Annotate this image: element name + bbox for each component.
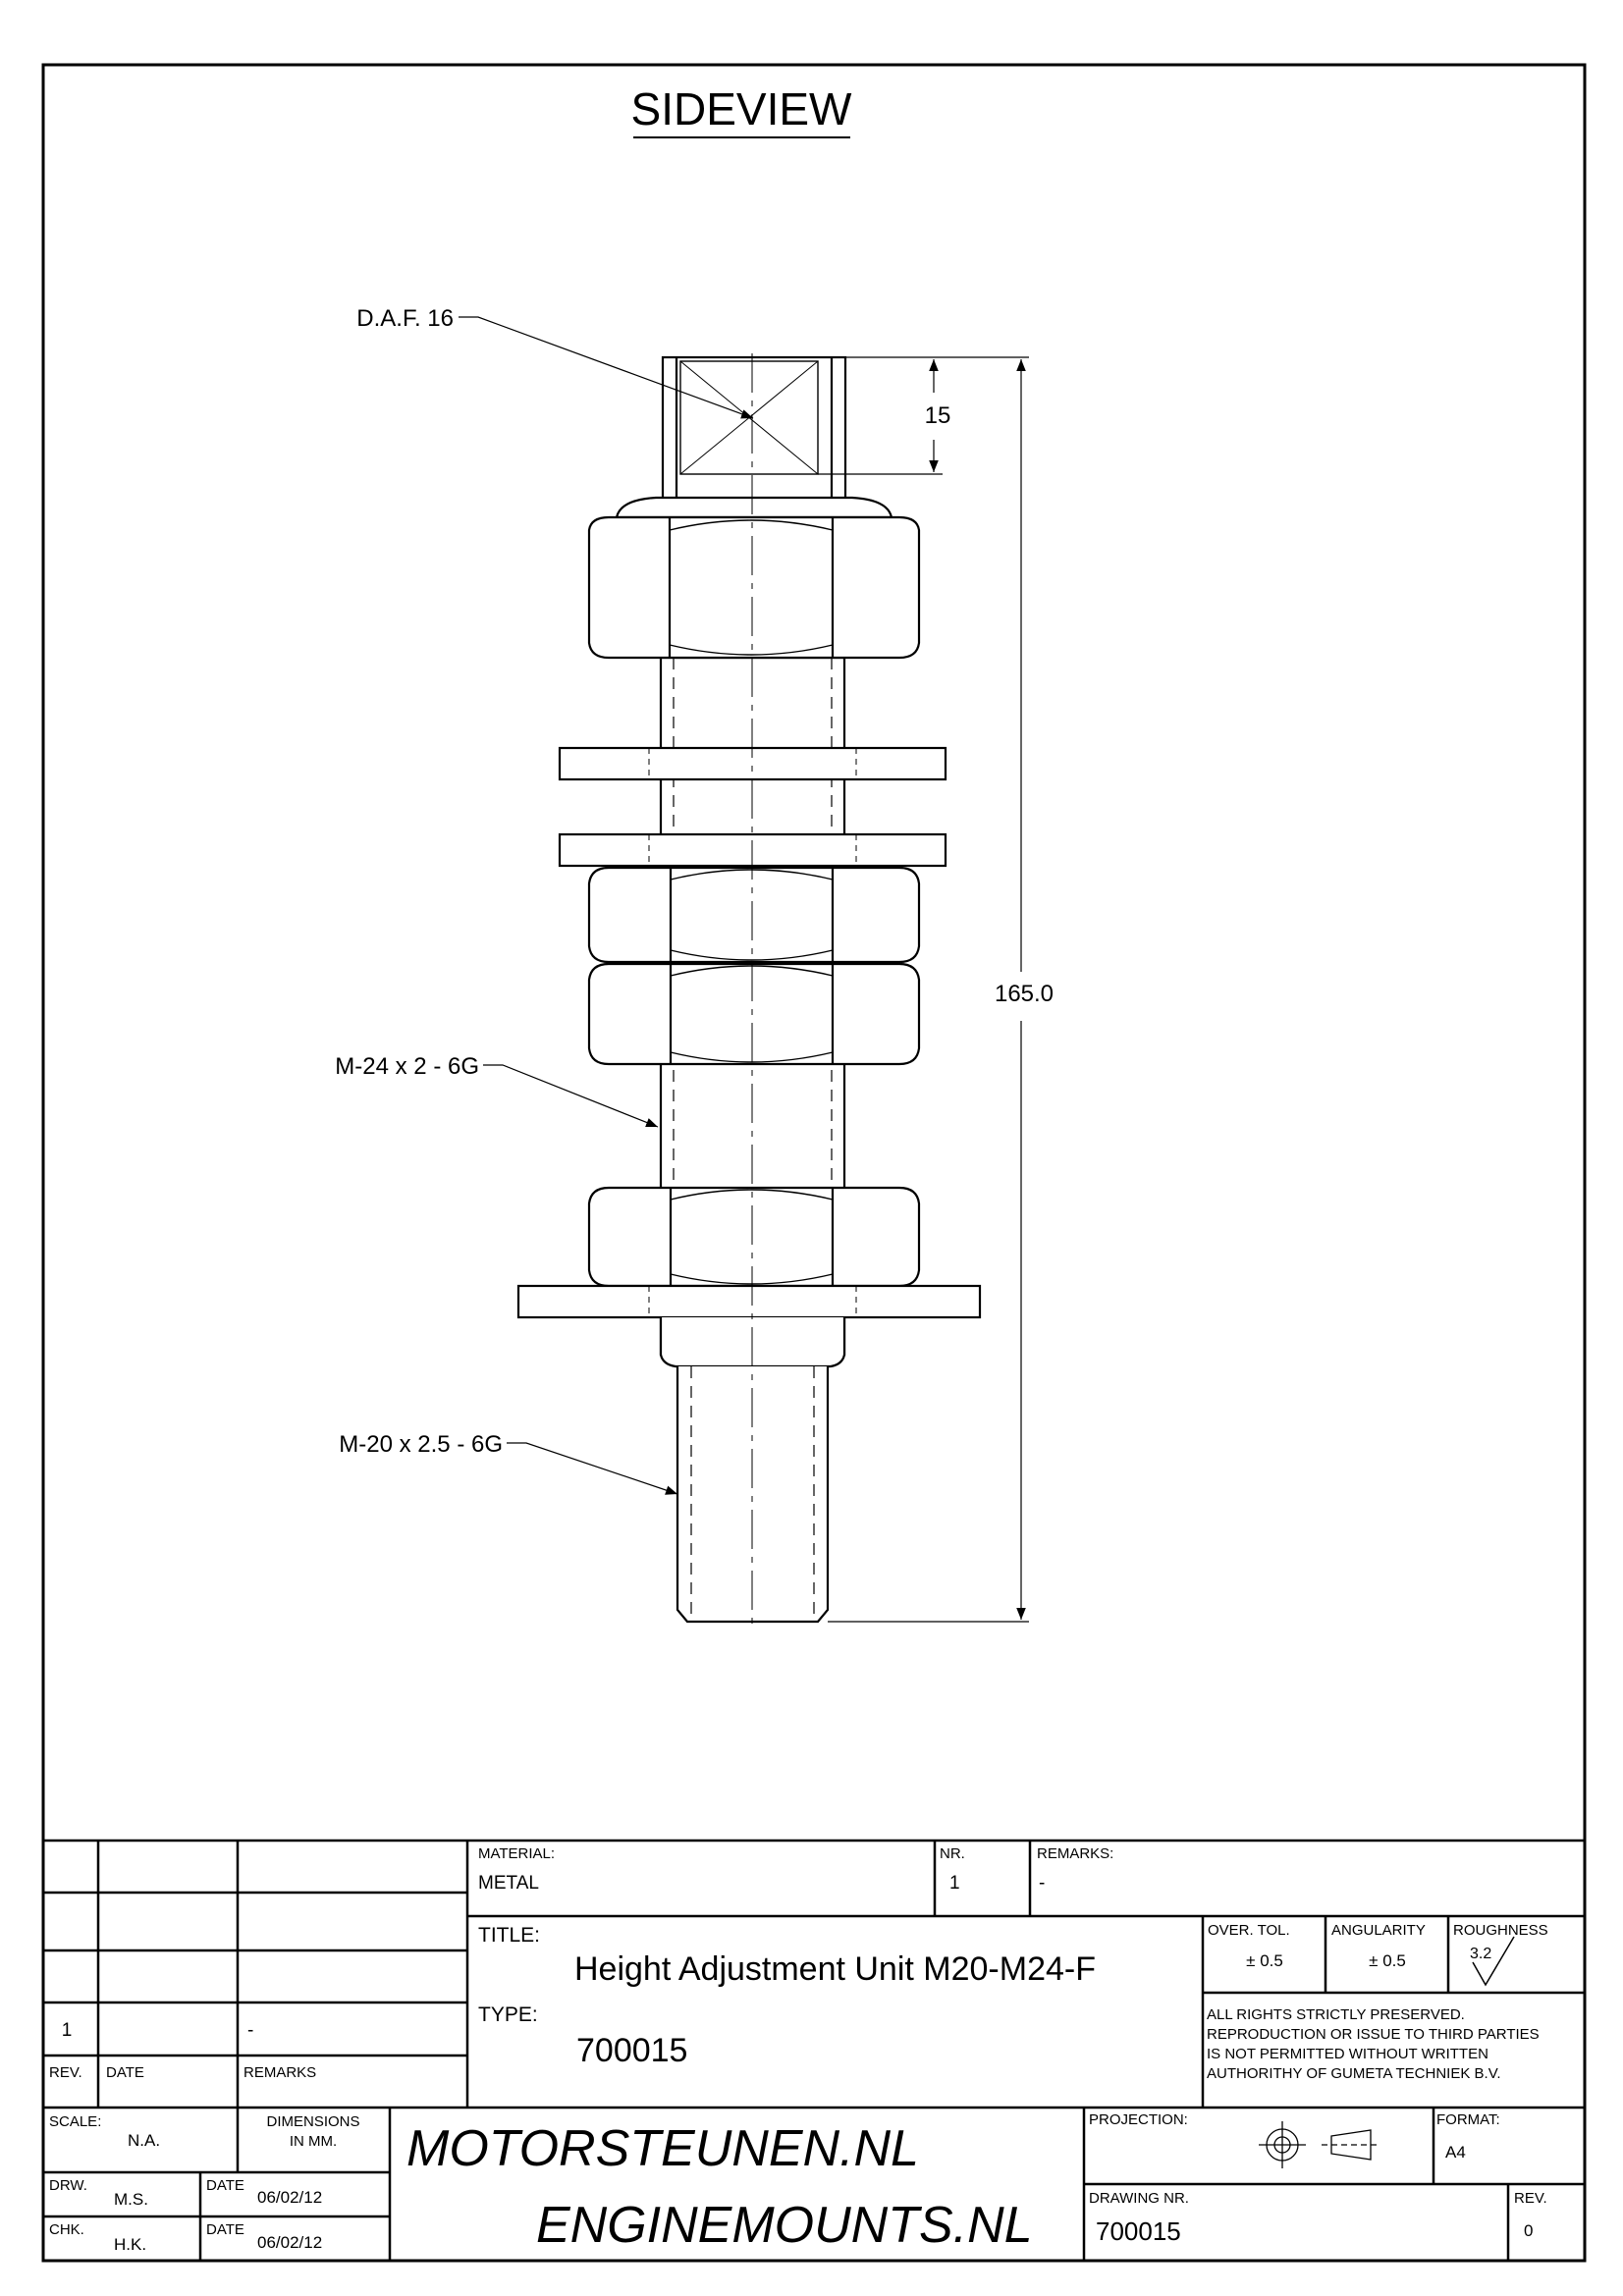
rev-header-remarks: REMARKS xyxy=(243,2064,317,2081)
part-sideview xyxy=(518,353,980,1629)
projection-symbol-icon xyxy=(1259,2121,1380,2168)
chk-date-label: DATE xyxy=(206,2221,244,2238)
rev-row-remarks: - xyxy=(247,2020,254,2041)
title-label: TITLE: xyxy=(478,1924,541,1947)
collar xyxy=(617,498,892,517)
brand-enginemounts: ENGINEMOUNTS.NL xyxy=(536,2197,1033,2254)
chk-date-value: 06/02/12 xyxy=(257,2233,323,2252)
angularity-value: ± 0.5 xyxy=(1369,1951,1406,1970)
rev-header-rev: REV. xyxy=(49,2064,82,2081)
brand-motorsteunen: MOTORSTEUNEN.NL xyxy=(406,2120,919,2177)
hex-nut-2 xyxy=(589,868,919,962)
drawing-nr-value: 700015 xyxy=(1096,2216,1181,2246)
drw-date-label: DATE xyxy=(206,2177,244,2194)
scale-value: N.A. xyxy=(128,2131,161,2150)
dim-165-label: 165.0 xyxy=(994,981,1055,1007)
roughness-value: 3.2 xyxy=(1470,1946,1492,1962)
dimensions-line-2: IN MM. xyxy=(289,2133,338,2150)
material-value: METAL xyxy=(478,1873,539,1894)
m24-thread-label: M-24 x 2 - 6G xyxy=(335,1053,479,1080)
over-tol-value: ± 0.5 xyxy=(1246,1951,1283,1970)
rights-line-2: REPRODUCTION OR ISSUE TO THIRD PARTIES xyxy=(1207,2026,1540,2043)
format-value: A4 xyxy=(1445,2143,1466,2162)
projection-label: PROJECTION: xyxy=(1089,2111,1188,2128)
rights-line-3: IS NOT PERMITTED WITHOUT WRITTEN xyxy=(1207,2046,1488,2062)
nr-label: NR. xyxy=(940,1845,965,1862)
rev-value: 0 xyxy=(1524,2221,1534,2240)
dim-15-label: 15 xyxy=(924,402,951,429)
rev-header-date: DATE xyxy=(106,2064,144,2081)
rev-label: REV. xyxy=(1514,2190,1547,2207)
hex-nut-4 xyxy=(589,1188,919,1286)
over-tol-label: OVER. TOL. xyxy=(1208,1922,1290,1939)
chk-label: CHK. xyxy=(49,2221,84,2238)
view-title: SIDEVIEW xyxy=(630,83,852,134)
hex-nut-top xyxy=(589,517,919,658)
drawing-title: Height Adjustment Unit M20-M24-F xyxy=(574,1950,1096,1988)
rights-line-4: AUTHORITHY OF GUMETA TECHNIEK B.V. xyxy=(1207,2065,1501,2082)
chk-value: H.K. xyxy=(114,2235,147,2254)
type-value: 700015 xyxy=(576,2032,688,2069)
nr-value: 1 xyxy=(949,1873,960,1894)
dimensions-line-1: DIMENSIONS xyxy=(266,2113,360,2130)
square-drive-head xyxy=(663,357,845,500)
daf-label: D.A.F. 16 xyxy=(356,305,454,332)
drw-label: DRW. xyxy=(49,2177,87,2194)
rev-row-rev: 1 xyxy=(61,2020,73,2041)
drawing-nr-label: DRAWING NR. xyxy=(1089,2190,1189,2207)
m20-thread-label: M-20 x 2.5 - 6G xyxy=(339,1431,503,1458)
roughness-label: ROUGHNESS xyxy=(1453,1922,1548,1939)
drw-value: M.S. xyxy=(114,2190,148,2209)
remarks-value: - xyxy=(1039,1873,1046,1894)
format-label: FORMAT: xyxy=(1436,2111,1500,2128)
hex-nut-3 xyxy=(589,964,919,1064)
drw-date-value: 06/02/12 xyxy=(257,2188,323,2207)
material-label: MATERIAL: xyxy=(478,1845,556,1862)
angularity-label: ANGULARITY xyxy=(1331,1922,1426,1939)
washer-large xyxy=(518,1286,980,1317)
remarks-label: REMARKS: xyxy=(1037,1845,1114,1862)
scale-label: SCALE: xyxy=(49,2113,102,2130)
type-label: TYPE: xyxy=(478,2003,538,2026)
rights-line-1: ALL RIGHTS STRICTLY PRESERVED. xyxy=(1207,2006,1465,2023)
